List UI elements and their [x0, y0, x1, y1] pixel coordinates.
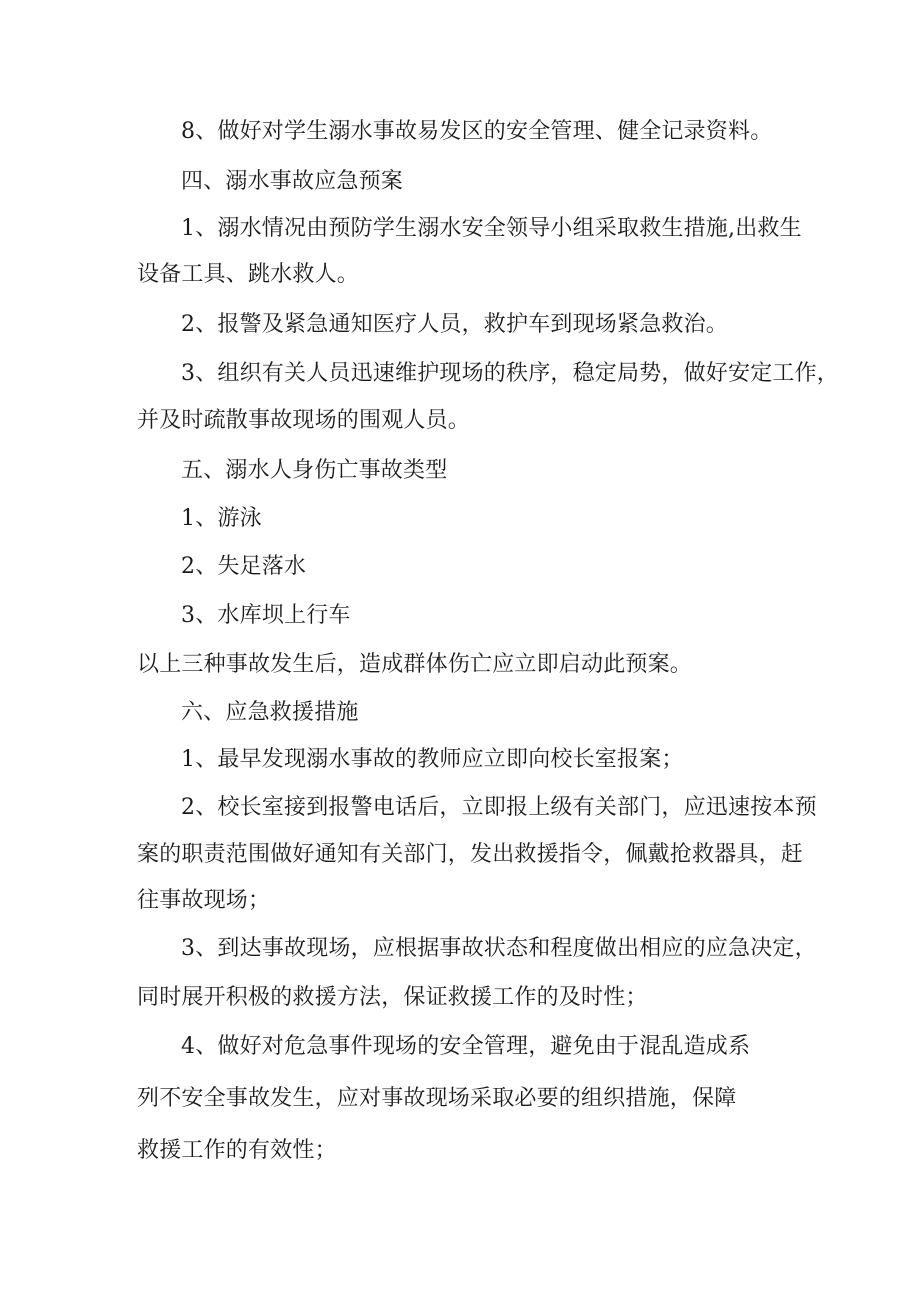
type-item-3: 3、水库坝上行车 [181, 603, 351, 628]
measure-3-line-2: 同时展开积极的救援方法，保证救援工作的及时性； [137, 985, 648, 1010]
measure-3-line-1: 3、到达事故现场，应根据事故状态和程度做出相应的应急决定， [181, 936, 817, 961]
section-heading-4: 四、溺水事故应急预案 [181, 169, 404, 194]
measure-1-line-1: 1、最早发现溺水事故的教师应立即向校长室报案； [181, 747, 684, 772]
measure-2-line-1: 2、校长室接到报警电话后，立即报上级有关部门，应迅速按本预 [181, 795, 817, 820]
measure-4-line-3: 救援工作的有效性； [137, 1138, 337, 1163]
item-2-line-1: 2、报警及紧急通知医疗人员，救护车到现场紧急救治。 [181, 312, 728, 337]
measure-2-line-3: 往事故现场； [137, 888, 271, 913]
item-3-line-1: 3、组织有关人员迅速维护现场的秩序，稳定局势，做好安定工作， [181, 361, 839, 386]
paragraph-8-line-1: 8、做好对学生溺水事故易发区的安全管理、健全记录资料。 [181, 119, 773, 144]
item-1-line-1: 1、溺水情况由预防学生溺水安全领导小组采取救生措施,出救生 [181, 216, 802, 241]
measure-4-line-2: 列不安全事故发生，应对事故现场采取必要的组织措施，保障 [137, 1086, 737, 1111]
type-item-1: 1、游泳 [181, 506, 262, 531]
type-item-2: 2、失足落水 [181, 554, 307, 579]
section-heading-6: 六、应急救援措施 [181, 700, 359, 725]
item-3-line-2: 并及时疏散事故现场的围观人员。 [137, 408, 471, 433]
item-1-line-2: 设备工具、跳水救人。 [137, 262, 360, 287]
measure-2-line-2: 案的职责范围做好通知有关部门，发出救援指令，佩戴抢救器具，赶 [137, 842, 804, 867]
summary-paragraph: 以上三种事故发生后，造成群体伤亡应立即启动此预案。 [137, 652, 693, 677]
measure-4-line-1: 4、做好对危急事件现场的安全管理，避免由于混乱造成系 [181, 1034, 751, 1059]
section-heading-5: 五、溺水人身伤亡事故类型 [181, 458, 448, 483]
